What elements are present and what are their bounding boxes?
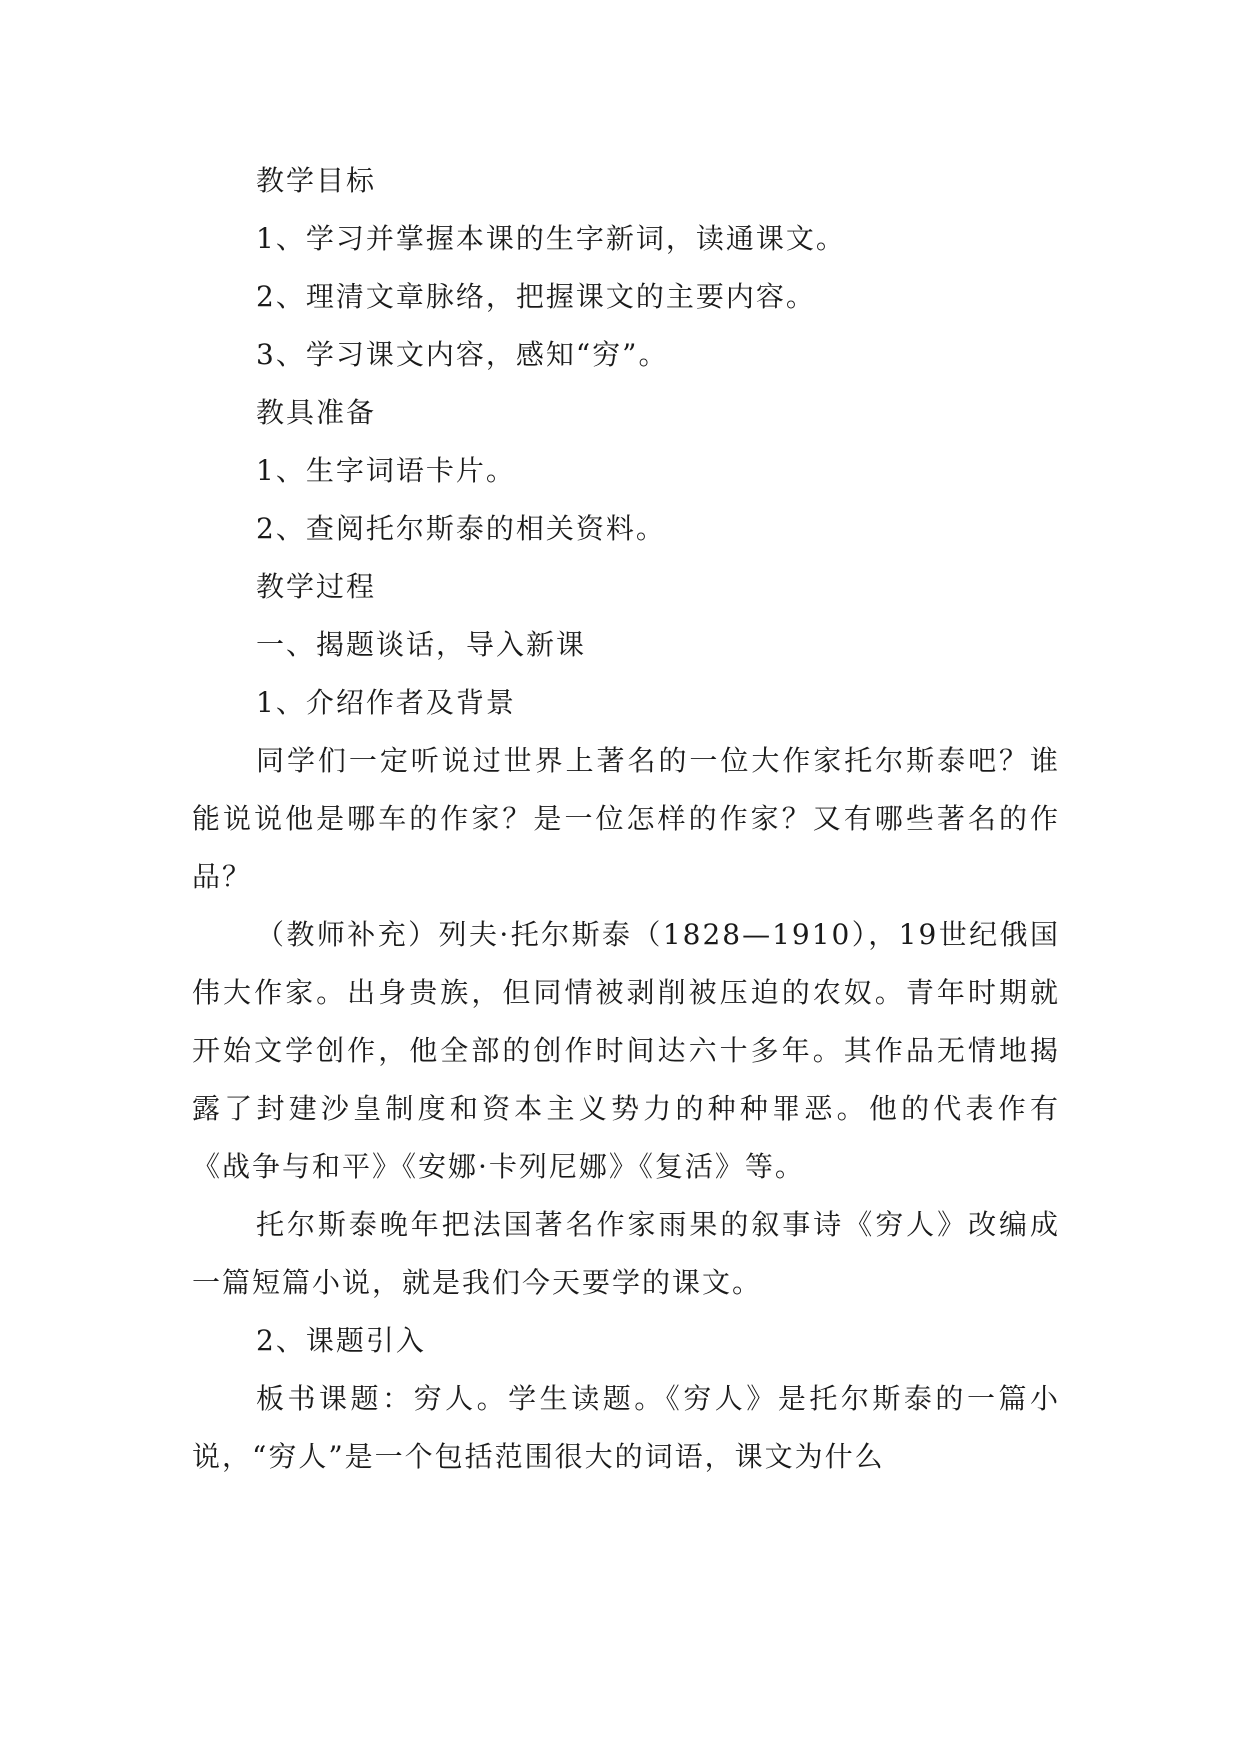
document-body: [192, 152, 1060, 1486]
objective-item-3: 3、学习课文内容，感知“穷”。: [256, 338, 669, 371]
process-substep-2: 2、课题引入: [256, 1324, 426, 1357]
paragraph-title-intro: 板书课题：穷人。学生读题。《穷人》是托尔斯泰的一篇小说，“穷人”是一个包括范围很大的词语，课文为什么: [192, 1382, 1060, 1473]
materials-item-1: 1、生字词语卡片。: [256, 454, 516, 487]
section-heading-materials: 教具准备: [256, 396, 377, 429]
paragraph-adaptation: 托尔斯泰晚年把法国著名作家雨果的叙事诗《穷人》改编成一篇短篇小说，就是我们今天要学的课文。: [192, 1208, 1060, 1299]
section-heading-objectives: 教学目标: [256, 164, 377, 197]
objective-item-1: 1、学习并掌握本课的生字新词，读通课文。: [256, 222, 846, 255]
section-heading-process: 教学过程: [256, 570, 377, 603]
process-step-1: 一、揭题谈话，导入新课: [256, 628, 587, 661]
objective-item-2: 2、理清文章脉络，把握课文的主要内容。: [256, 280, 816, 313]
paragraph-intro-question: 同学们一定听说过世界上著名的一位大作家托尔斯泰吧？谁能说说他是哪车的作家？是一位怎样的作家？又有哪些著名的作品？: [192, 744, 1060, 893]
paragraph-author-bio: （教师补充）列夫·托尔斯泰（1828—1910），19世纪俄国伟大作家。出身贵族，但同情被剥削被压迫的农奴。青年时期就开始文学创作，他全部的创作时间达六十多年。其作品无情地揭露了封建沙皇制度和资本主义势力的种种罪恶。他的代表作有《战争与和平》《安娜·卡列尼娜》《复活》等。: [192, 918, 1060, 1183]
process-substep-1: 1、介绍作者及背景: [256, 686, 516, 719]
materials-item-2: 2、查阅托尔斯泰的相关资料。: [256, 512, 666, 545]
